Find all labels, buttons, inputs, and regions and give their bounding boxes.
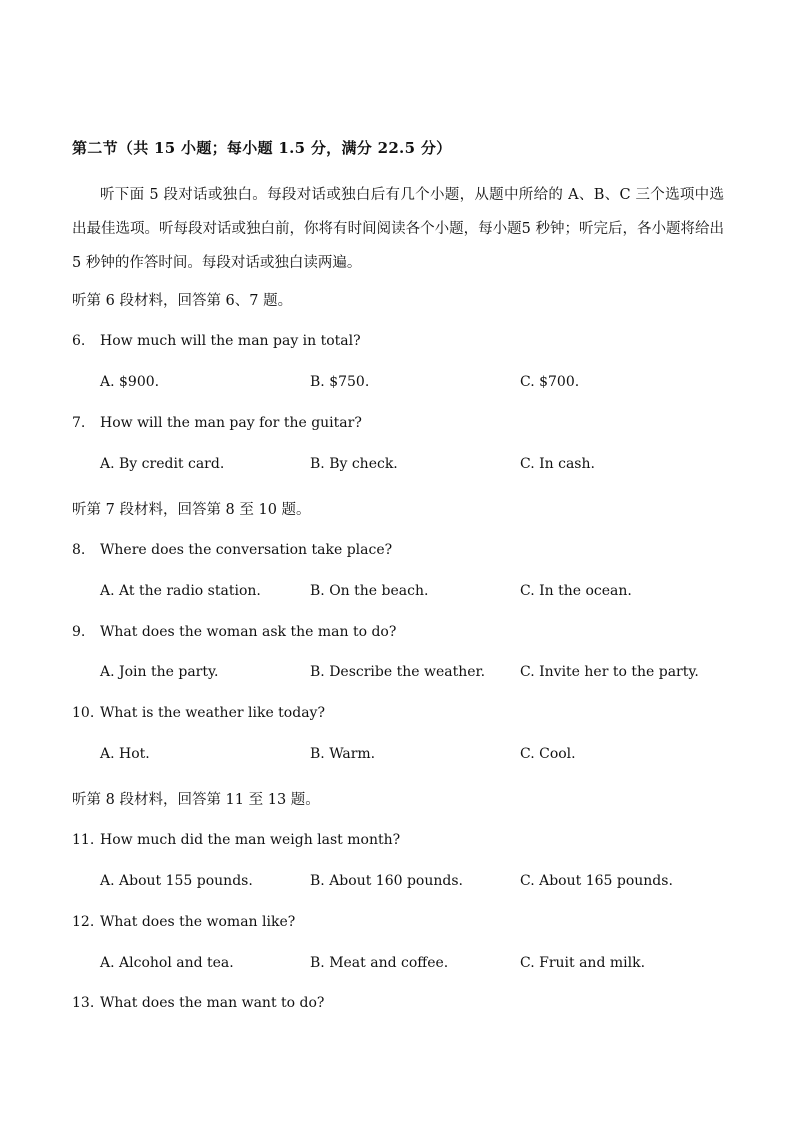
question-number: 13.: [72, 995, 95, 1011]
question-number: 12.: [72, 914, 95, 930]
question-number: 6.: [72, 333, 86, 349]
segment-7-label: 听第 7 段材料，回答第 8 至 10 题。: [72, 502, 311, 518]
question-number: 11.: [72, 832, 95, 848]
question-text: What is the weather like today?: [100, 705, 325, 721]
question-12-options: [100, 955, 720, 975]
option-b: B. On the beach.: [310, 583, 429, 599]
option-c: C. Fruit and milk.: [520, 955, 646, 971]
question-number: 10.: [72, 705, 95, 721]
question-10-options: [100, 746, 720, 766]
question-text: What does the man want to do?: [100, 995, 325, 1011]
option-a: A. About 155 pounds.: [100, 873, 253, 889]
option-a: A. Alcohol and tea.: [100, 955, 234, 971]
option-a: A. $900.: [100, 374, 160, 390]
question-11-options: [100, 873, 720, 893]
option-a: A. Hot.: [100, 746, 150, 762]
option-c: C. Invite her to the party.: [520, 664, 699, 680]
question-number: 8.: [72, 542, 86, 558]
question-12: [72, 914, 295, 930]
option-b: B. $750.: [310, 374, 370, 390]
option-c: C. $700.: [520, 374, 580, 390]
section-title: 第二节（共 15 小题；每小题 1.5 分，满分 22.5 分）: [72, 139, 452, 157]
option-c: C. About 165 pounds.: [520, 873, 673, 889]
question-6: [72, 333, 361, 349]
question-text: Where does the conversation take place?: [100, 542, 393, 558]
question-text: How will the man pay for the guitar?: [100, 415, 362, 431]
question-number: 9.: [72, 624, 86, 640]
question-text: How much will the man pay in total?: [100, 333, 361, 349]
question-9: [72, 624, 396, 640]
question-text: How much did the man weigh last month?: [100, 832, 401, 848]
question-number: 7.: [72, 415, 86, 431]
segment-8-label: 听第 8 段材料，回答第 11 至 13 题。: [72, 792, 320, 808]
option-b: B. By check.: [310, 456, 398, 472]
option-b: B. Describe the weather.: [310, 664, 486, 680]
question-9-options: [100, 664, 720, 684]
option-b: B. Meat and coffee.: [310, 955, 449, 971]
option-a: A. At the radio station.: [100, 583, 261, 599]
option-a: A. Join the party.: [100, 664, 219, 680]
question-8-options: [100, 583, 720, 603]
section-instructions: 听下面 5 段对话或独白。每段对话或独白后有几个小题，从题中所给的 A、B、C 三个选项中选出最佳选项。听每段对话或独白前，你将有时间阅读各个小题，每小题5 秒钟；听完后，各小题将给出 5 秒钟的作答时间。每段对话或独白读两遍。: [72, 187, 724, 271]
option-a: A. By credit card.: [100, 456, 225, 472]
question-13: [72, 995, 324, 1011]
question-11: [72, 832, 400, 848]
option-c: C. In cash.: [520, 456, 595, 472]
question-10: [72, 705, 325, 721]
option-c: C. Cool.: [520, 746, 576, 762]
segment-6-label: 听第 6 段材料，回答第 6、7 题。: [72, 293, 293, 309]
question-7: [72, 415, 362, 431]
option-b: B. About 160 pounds.: [310, 873, 463, 889]
question-8: [72, 542, 392, 558]
question-6-options: [100, 374, 720, 394]
option-c: C. In the ocean.: [520, 583, 632, 599]
question-text: What does the woman like?: [100, 914, 296, 930]
option-b: B. Warm.: [310, 746, 376, 762]
question-text: What does the woman ask the man to do?: [100, 624, 397, 640]
question-7-options: [100, 456, 720, 476]
